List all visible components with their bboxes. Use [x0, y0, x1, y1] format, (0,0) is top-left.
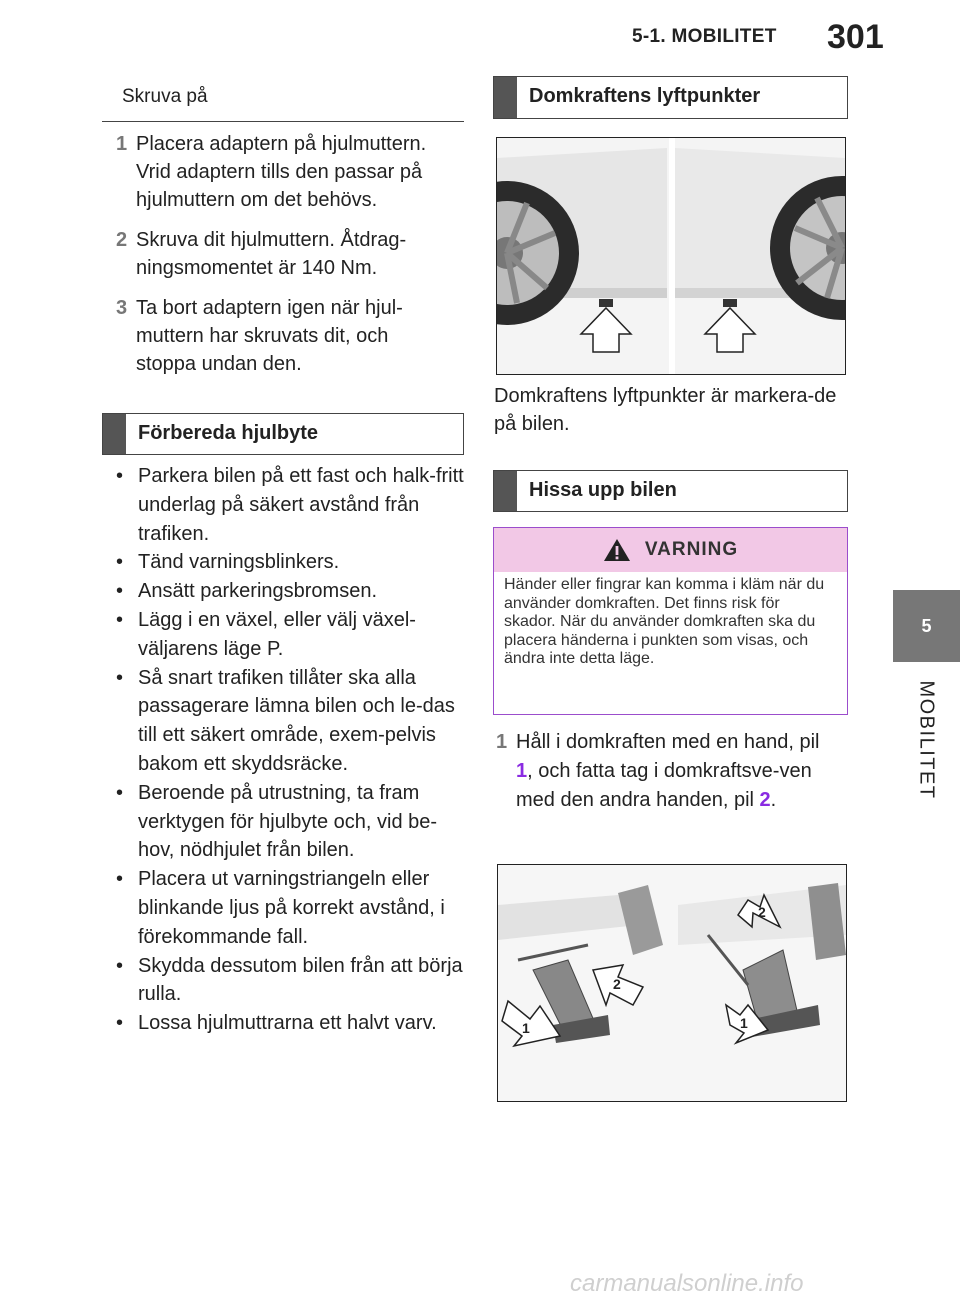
step-text: Skruva dit hjulmuttern. Åtdrag-ningsmomentet är 140 Nm.: [136, 229, 407, 279]
step-number: 1: [116, 133, 128, 155]
watermark: carmanualsonline.info: [570, 1270, 804, 1297]
step-number: 1: [496, 731, 508, 753]
step-text: [516, 728, 836, 815]
warning-triangle-icon: [603, 538, 631, 562]
step-item: [116, 226, 466, 282]
bullet-item: • Tänd varningsblinkers.: [114, 548, 466, 577]
image-label: 1: [740, 1015, 748, 1031]
bullet-item: • Placera ut varningstriangeln eller blinkande ljus på korrekt avstånd, i förekommande fall.: [114, 865, 466, 951]
warning-box: [493, 527, 848, 715]
heading-text: Förbereda hjulbyte: [138, 422, 319, 444]
warning-header: [494, 528, 847, 572]
heading-bar: [494, 77, 517, 118]
step-item: [116, 130, 466, 214]
bullet-list: [114, 462, 466, 1038]
image-label: 2: [758, 904, 766, 920]
step-item: [116, 294, 466, 378]
step-text-part: .: [770, 789, 777, 811]
arrow-ref-1: 1: [516, 760, 528, 782]
jack-handling-image: [497, 864, 847, 1102]
bullet-item: • Parkera bilen på ett fast och halk-fritt underlag på säkert avstånd från trafiken.: [114, 462, 466, 548]
image-label: 1: [522, 1020, 530, 1036]
lift-points-image: [496, 137, 846, 375]
steps-list: [116, 130, 466, 378]
image-label: 2: [613, 976, 621, 992]
chapter-tab-label: MOBILITET: [915, 680, 938, 800]
step-text-part: , och fatta tag i domkraftsve-ven med den andra handen, pil: [516, 760, 812, 811]
step-number: 2: [116, 229, 128, 251]
page-number: 301: [827, 18, 884, 56]
heading-text: Domkraftens lyftpunkter: [529, 85, 761, 107]
heading-bar: [103, 414, 126, 454]
bullet-item: • Lägg i en växel, eller välj växel-väljarens läge P.: [114, 606, 466, 664]
chapter-tab-number: 5: [893, 590, 960, 662]
bullet-item: • Beroende på utrustning, ta fram verktygen för hjulbyte och, vid be-hov, nödhjulet från bilen.: [114, 779, 466, 865]
heading-text: Hissa upp bilen: [529, 479, 677, 501]
raise-step: [496, 728, 846, 815]
section-title: 5-1. MOBILITET: [632, 26, 777, 47]
jack-illustration: [498, 865, 846, 1101]
bullet-item: • Skydda dessutom bilen från att börja rulla.: [114, 952, 466, 1010]
warning-text: Händer eller fingrar kan komma i kläm när du använder domkraften. Det finns risk för skador. När du använder domkraften ska du placera händerna i punkten som visas, och ändra inte detta läge.: [504, 576, 825, 667]
arrow-ref-2: 2: [759, 789, 771, 811]
heading-bar: [494, 471, 517, 511]
bullet-item: • Ansätt parkeringsbromsen.: [114, 577, 466, 606]
bullet-item: • Så snart trafiken tillåter ska alla passagerare lämna bilen och le-das till ett säkert område, exem-pelvis bakom ett skyddsräcke.: [114, 664, 466, 779]
section-heading-prep: [102, 413, 464, 455]
subheading-skruva: Skruva på: [102, 76, 464, 122]
step-text-part: Håll i domkraften med en hand, pil: [516, 731, 820, 753]
step-number: 3: [116, 297, 128, 319]
step-text: Ta bort adaptern igen när hjul-muttern har skruvats dit, och stoppa undan den.: [136, 297, 403, 375]
car-side-illustration: [497, 138, 845, 374]
step-text: Placera adaptern på hjulmuttern. Vrid adaptern tills den passar på hjulmuttern om det behövs.: [136, 133, 427, 211]
warning-title: VARNING: [644, 539, 739, 560]
bullet-item: • Lossa hjulmuttrarna ett halvt varv.: [114, 1009, 466, 1038]
section-heading-raise: [493, 470, 848, 512]
section-heading-lift: [493, 76, 848, 119]
lift-points-text: Domkraftens lyftpunkter är markera-de på bilen.: [494, 385, 837, 435]
